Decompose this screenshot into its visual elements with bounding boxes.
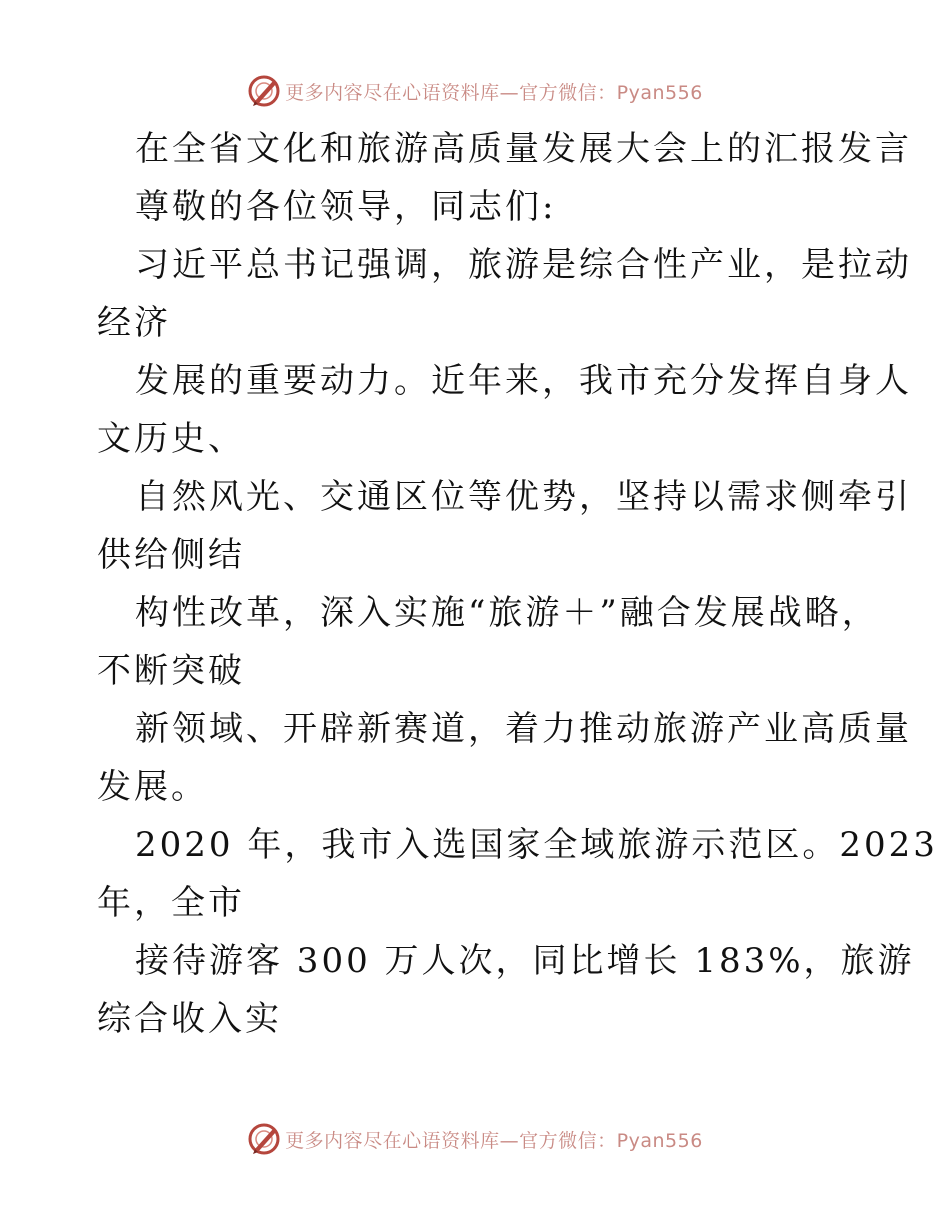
text-line: 发展的重要动力。近年来，我市充分发挥自身人 <box>135 361 912 401</box>
text-line: 接待游客 300 万人次，同比增长 183%，旅游 <box>135 941 915 981</box>
text-line: 综合收入实 <box>97 999 282 1039</box>
bottom-banner <box>0 1119 950 1159</box>
top-banner <box>0 71 950 111</box>
banner-text: 更多内容尽在心语资料库—官方微信：Pyan556 <box>285 81 703 104</box>
red-pen-seal-logo-icon <box>247 1122 281 1156</box>
text-line: 不断突破 <box>97 651 245 691</box>
document-title: 在全省文化和旅游高质量发展大会上的汇报发言 <box>135 129 912 169</box>
document-body <box>97 120 938 1048</box>
text-line: 2020 年，我市入选国家全域旅游示范区。2023 <box>135 825 938 865</box>
text-line: 年，全市 <box>97 883 245 923</box>
red-pen-seal-logo-icon <box>247 74 281 108</box>
banner-text: 更多内容尽在心语资料库—官方微信：Pyan556 <box>285 1129 703 1152</box>
text-line: 自然风光、交通区位等优势，坚持以需求侧牵引 <box>135 477 912 517</box>
text-line: 发展。 <box>97 767 208 807</box>
text-line: 供给侧结 <box>97 535 245 575</box>
text-line: 新领域、开辟新赛道，着力推动旅游产业高质量 <box>135 709 912 749</box>
text-line: 文历史、 <box>97 419 245 459</box>
text-line: 构性改革，深入实施“旅游＋”融合发展战略， <box>135 593 879 633</box>
text-line: 习近平总书记强调，旅游是综合性产业，是拉动 <box>135 245 912 285</box>
salutation: 尊敬的各位领导，同志们: <box>135 187 557 227</box>
text-line: 经济 <box>97 303 171 343</box>
